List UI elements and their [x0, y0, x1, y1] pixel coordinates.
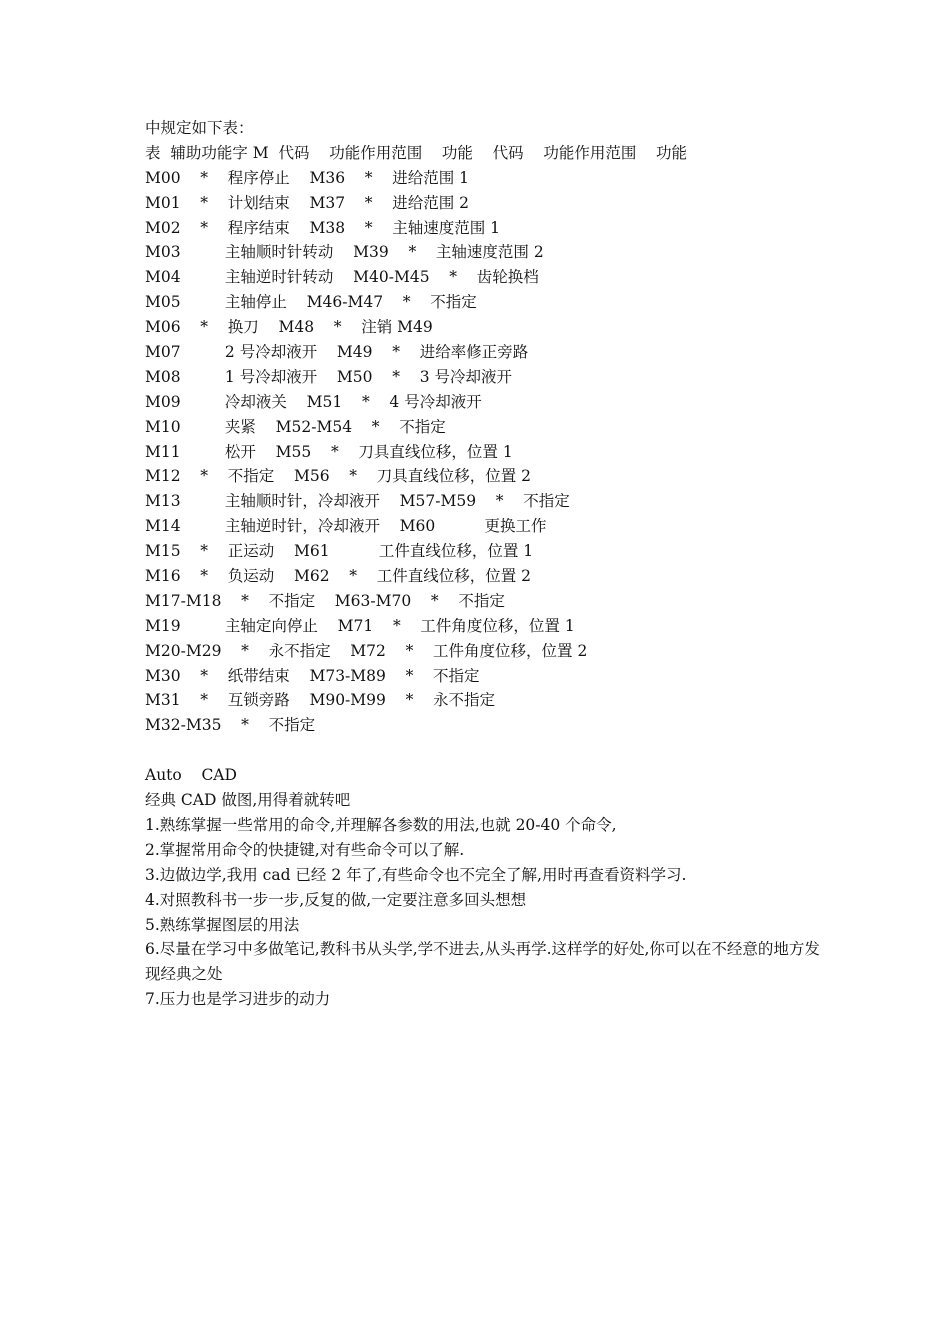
m-code-row: M19 主轴定向停止 M71 * 工件角度位移，位置 1: [145, 616, 575, 635]
table-header: 表 辅助功能字 M 代码 功能作用范围 功能 代码 功能作用范围 功能: [145, 143, 688, 162]
m-code-row: M00 * 程序停止 M36 * 进给范围 1: [145, 168, 470, 187]
m-code-row: M05 主轴停止 M46-M47 * 不指定: [145, 293, 477, 312]
section-title: Auto CAD: [145, 766, 237, 785]
m-code-table: [145, 166, 825, 738]
m-code-row: M20-M29 * 永不指定 M72 * 工件角度位移，位置 2: [145, 641, 588, 660]
m-code-row: M03 主轴顺时针转动 M39 * 主轴速度范围 2: [145, 243, 544, 262]
m-code-row: M16 * 负运动 M62 * 工件直线位移，位置 2: [145, 567, 532, 586]
tip-item: 3.边做边学,我用 cad 已经 2 年了,有些命令也不完全了解,用时再查看资料学习.: [145, 865, 687, 884]
m-code-row: M07 2 号冷却液开 M49 * 进给率修正旁路: [145, 343, 529, 362]
m-code-row: M32-M35 * 不指定: [145, 716, 316, 735]
m-code-row: M14 主轴逆时针，冷却液开 M60 更换工作: [145, 517, 547, 536]
m-code-row: M17-M18 * 不指定 M63-M70 * 不指定: [145, 591, 505, 610]
m-code-row: M01 * 计划结束 M37 * 进给范围 2: [145, 193, 470, 212]
m-code-row: M30 * 纸带结束 M73-M89 * 不指定: [145, 666, 480, 685]
tip-item: 1.熟练掌握一些常用的命令,并理解各参数的用法,也就 20-40 个命令,: [145, 815, 617, 834]
tip-item: 7.压力也是学习进步的动力: [145, 990, 331, 1009]
m-code-row: M02 * 程序结束 M38 * 主轴速度范围 1: [145, 218, 501, 237]
blank-line: [145, 738, 825, 763]
tip-item: 2.掌握常用命令的快捷键,对有些命令可以了解.: [145, 840, 465, 859]
m-code-row: M15 * 正运动 M61 工件直线位移，位置 1: [145, 542, 534, 561]
tip-item: 5.熟练掌握图层的用法: [145, 915, 300, 934]
document-body: [145, 116, 825, 1012]
section-subtitle: 经典 CAD 做图,用得着就转吧: [145, 791, 351, 810]
m-code-row: M12 * 不指定 M56 * 刀具直线位移，位置 2: [145, 467, 532, 486]
tip-item: 6.尽量在学习中多做笔记,教科书从头学,学不进去,从头再学.这样学的好处,你可以在不经意的地方发现经典之处: [145, 940, 820, 984]
m-code-row: M13 主轴顺时针，冷却液开 M57-M59 * 不指定: [145, 492, 570, 511]
m-code-row: M06 * 换刀 M48 * 注销 M49: [145, 318, 433, 337]
tip-item: 4.对照教科书一步一步,反复的做,一定要注意多回头想想: [145, 890, 527, 909]
tips-list: [145, 813, 825, 1012]
m-code-row: M04 主轴逆时针转动 M40-M45 * 齿轮换档: [145, 268, 539, 287]
m-code-row: M09 冷却液关 M51 * 4 号冷却液开: [145, 392, 482, 411]
m-code-row: M08 1 号冷却液开 M50 * 3 号冷却液开: [145, 367, 512, 386]
intro-line: 中规定如下表：: [145, 119, 254, 137]
m-code-row: M10 夹紧 M52-M54 * 不指定: [145, 417, 446, 436]
m-code-row: M11 松开 M55 * 刀具直线位移，位置 1: [145, 442, 513, 461]
m-code-row: M31 * 互锁旁路 M90-M99 * 永不指定: [145, 691, 496, 710]
